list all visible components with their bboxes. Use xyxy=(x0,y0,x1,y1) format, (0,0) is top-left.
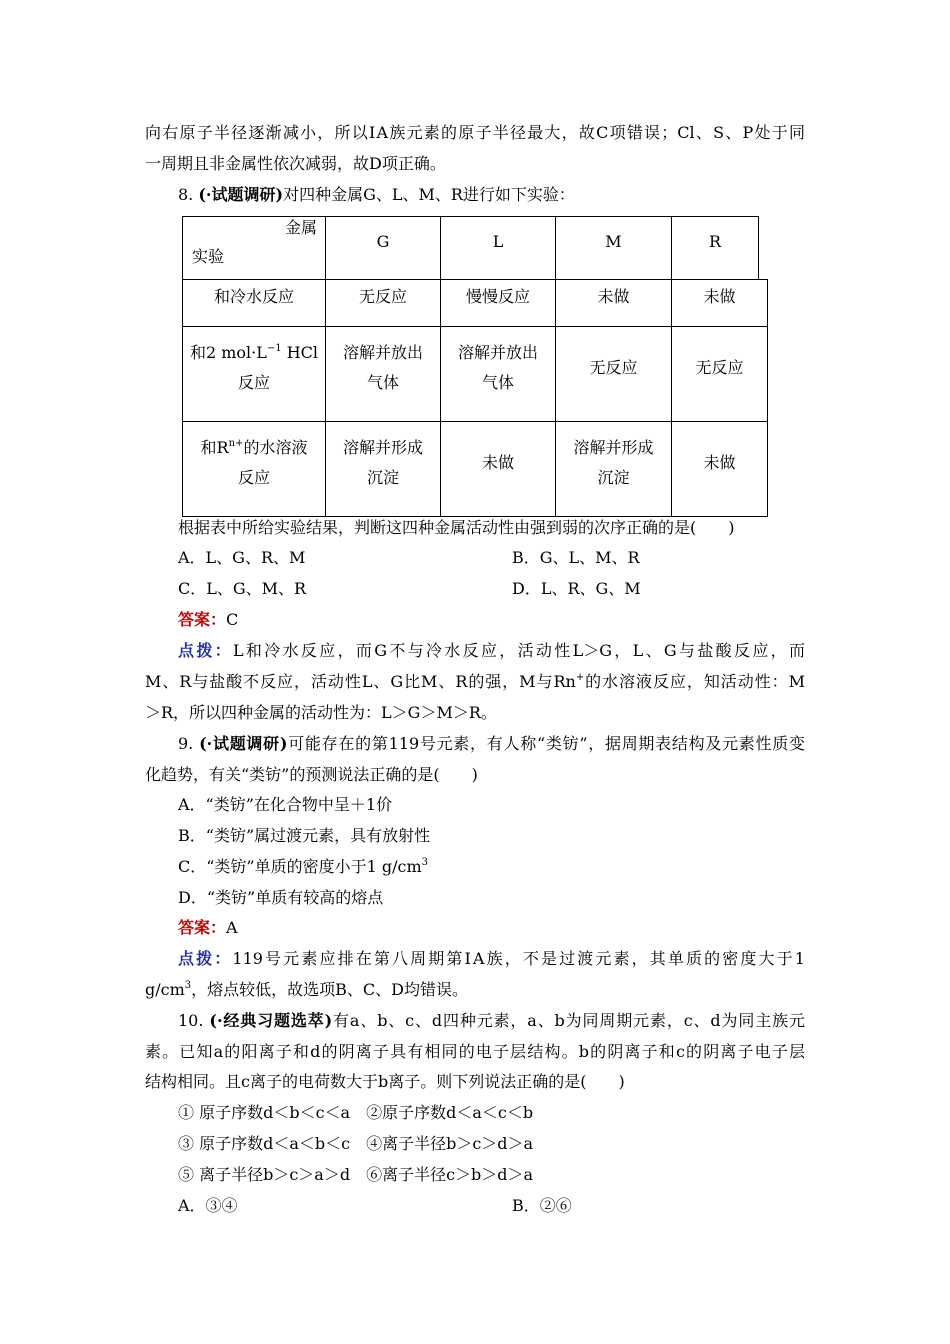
q9-option-a: A．“类钫”在化合物中呈＋1价 xyxy=(178,795,393,814)
q9-option-b: B．“类钫”属过渡元素，具有放射性 xyxy=(178,826,431,845)
q9-hint-line-2: $g/cm^3$，熔点较低，故选项B、C、D均错误。 xyxy=(145,980,468,999)
row3-l: 未做 xyxy=(481,452,514,472)
row2-r: 无反应 xyxy=(695,357,744,377)
q10-stem-line-1: 10. (·经典习题选萃)有a、b、c、d四种元素，a、b为同周期元素，c、d为同主族元 xyxy=(178,1011,805,1030)
answer-label: 答案： xyxy=(178,918,227,937)
q8-stem xyxy=(178,185,575,205)
row2-label: 和2 $mol\cdot L^{-1}$ HCl 反应 xyxy=(189,342,319,392)
q9-option-d: D．“类钫”单质有较高的熔点 xyxy=(178,888,384,907)
q8-hint-line-3: ＞R，所以四种金属的活动性为：L＞G＞M＞R。 xyxy=(145,703,497,722)
table-line xyxy=(758,216,759,279)
q8-option-d: D．L、R、G、M xyxy=(512,579,641,598)
q9-hint-line-1: 点拨：119号元素应排在第八周期第ⅠA族，不是过渡元素，其单质的密度大于1 xyxy=(178,949,805,968)
q8-stem-text: 对四种金属G、L、M、R进行如下实验： xyxy=(283,185,575,204)
header-r: R xyxy=(708,232,722,251)
answer-value: A xyxy=(226,918,238,937)
row1-label: 和冷水反应 xyxy=(213,287,294,306)
q10-statement-2: ③ 原子序数d＜a＜b＜c ④离子半径b＞c＞d＞a xyxy=(178,1134,534,1153)
q8-option-b: B．G、L、M、R xyxy=(512,548,640,567)
q8-answer xyxy=(178,610,238,630)
header-m: M xyxy=(605,232,622,251)
row3-m: 溶解并形成 沉淀 xyxy=(573,437,654,487)
answer-label: 答案： xyxy=(178,610,227,629)
q8-number: 8. xyxy=(178,185,194,204)
row1-r: 未做 xyxy=(703,287,736,306)
q10-option-a: A．③④ xyxy=(178,1196,238,1215)
row1-l: 慢慢反应 xyxy=(465,287,530,306)
q10-option-b: B．②⑥ xyxy=(512,1196,572,1215)
q10-stem-line-2: 素。已知a的阳离子和d的阴离子具有相同的电子层结构。b的阴离子和c的阴离子电子层 xyxy=(145,1042,805,1061)
intro-line-1: 向右原子半径逐渐减小，所以ⅠA族元素的原子半径最大，故C项错误；Cl、S、P处于同 xyxy=(145,123,805,142)
q8-option-c: C．L、G、M、R xyxy=(178,579,307,598)
corner-header-experiment: 实验 xyxy=(192,247,225,266)
q8-source: (·试题调研) xyxy=(198,185,284,204)
row2-g: 溶解并放出 气体 xyxy=(342,342,423,392)
hint-label: 点拨： xyxy=(178,949,233,968)
q8-hint-line-2: M、R与盐酸不反应，活动性L、G比M、R的强，M与Rn+的水溶液反应，知活动性：M xyxy=(145,672,805,691)
q10-statement-1: ① 原子序数d＜b＜c＜a ②原子序数d＜a＜c＜b xyxy=(178,1103,534,1122)
q10-stem-line-3: 结构相同。且c离子的电荷数大于b离子。则下列说法正确的是( ) xyxy=(145,1072,625,1091)
row2-l: 溶解并放出 气体 xyxy=(457,342,538,392)
hint-label: 点拨： xyxy=(178,641,233,660)
q8-hint-line-1: 点拨：L和冷水反应，而G不与冷水反应，活动性L＞G，L、G与盐酸反应，而 xyxy=(178,641,805,660)
row1-m: 未做 xyxy=(597,287,630,306)
intro-line-2: 一周期且非金属性依次减弱，故D项正确。 xyxy=(145,154,446,173)
q8-question: 根据表中所给实验结果，判断这四种金属活动性由强到弱的次序正确的是( ) xyxy=(178,518,735,537)
header-g: G xyxy=(376,232,390,251)
row1-g: 无反应 xyxy=(358,287,407,306)
row2-m: 无反应 xyxy=(589,357,638,377)
answer-value: C xyxy=(226,610,239,629)
corner-header-metal: 金属 xyxy=(285,218,318,237)
q9-stem-line-1: 9. (·试题调研)可能存在的第119号元素，有人称“类钫”，据周期表结构及元素性质变 xyxy=(178,734,806,753)
q9-answer xyxy=(178,918,238,938)
row3-r: 未做 xyxy=(703,452,736,472)
row3-label: 和$R^{n+}$的水溶液 反应 xyxy=(200,437,308,487)
q8-option-a: A．L、G、R、M xyxy=(178,548,306,567)
header-l: L xyxy=(492,232,504,251)
q9-stem-line-2: 化趋势，有关“类钫”的预测说法正确的是( ) xyxy=(145,765,478,784)
table-line xyxy=(767,279,768,516)
table-line xyxy=(182,516,768,517)
q10-statement-3: ⑤ 离子半径b＞c＞a＞d ⑥离子半径c＞b＞d＞a xyxy=(178,1165,534,1184)
row3-g: 溶解并形成 沉淀 xyxy=(342,437,423,487)
q9-option-c: C．“类钫”单质的密度小于1 $g/cm^3$ xyxy=(178,857,429,876)
